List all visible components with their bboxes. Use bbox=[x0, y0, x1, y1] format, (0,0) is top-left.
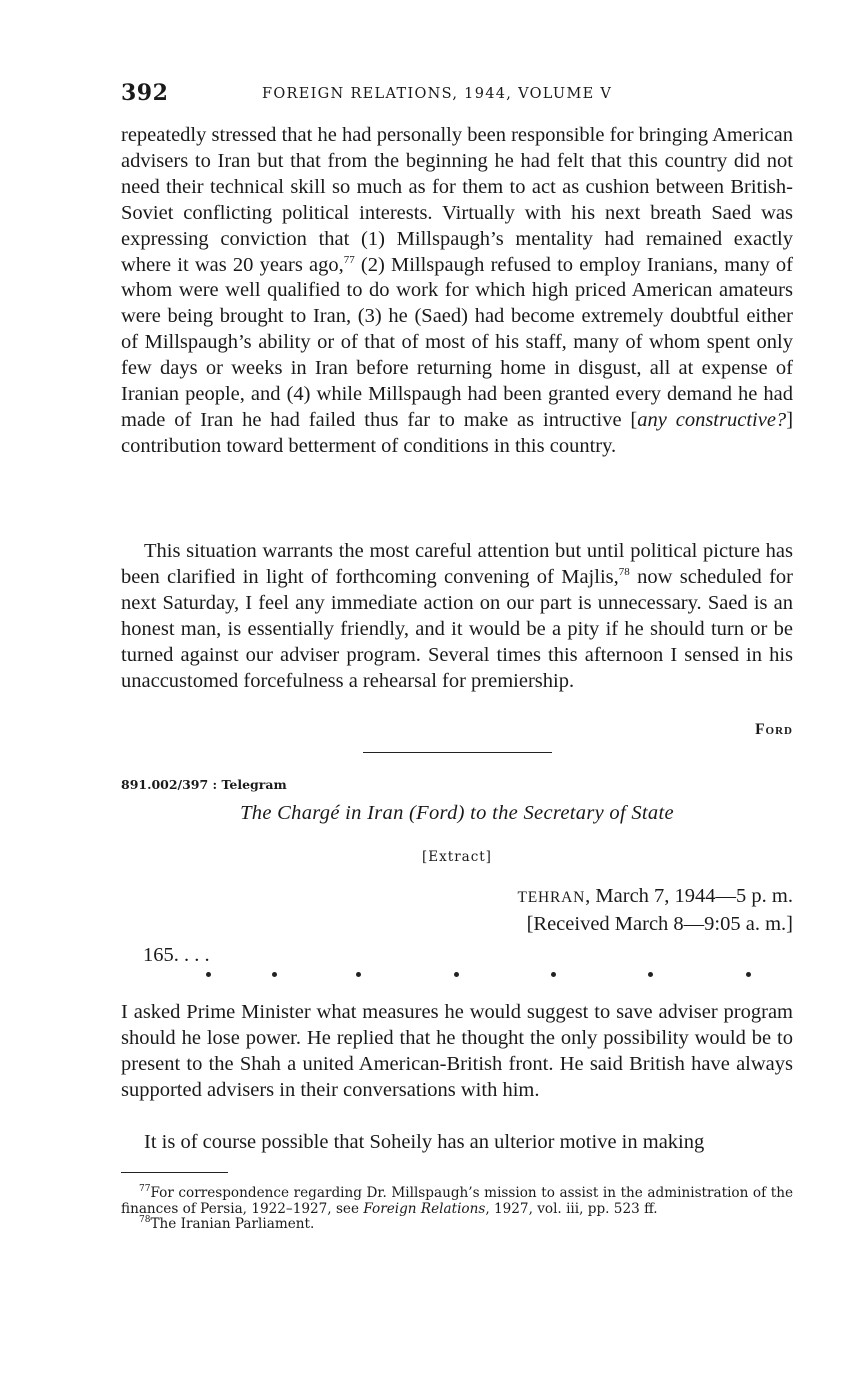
paragraph-situation bbox=[121, 539, 793, 694]
running-title: FOREIGN RELATIONS, 1944, VOLUME V bbox=[262, 86, 613, 102]
ellipsis-dot bbox=[272, 972, 277, 977]
date-received: [Received March 8—9:05 a. m.] bbox=[526, 913, 793, 935]
paragraph-text: This situation warrants the most careful attention but until political picture has been clarified in light of forthcoming convening of Majlis, bbox=[121, 540, 793, 588]
ellipsis-dot bbox=[454, 972, 459, 977]
footnote-ref-78[interactable]: 78 bbox=[618, 565, 630, 578]
dateline bbox=[518, 883, 793, 938]
extract-note: [Extract] bbox=[422, 849, 492, 865]
footnote-77: $^{77}$For correspondence regarding Dr. Millspaugh’s mission to assist in the administration of the finances of Persia, 1922–1927, see Foreign Relations, 1927, vol. iii, pp. 523 ff. bbox=[121, 1184, 793, 1217]
section-divider bbox=[363, 752, 552, 753]
date-sent bbox=[518, 883, 793, 911]
page-number: 392 bbox=[121, 80, 169, 106]
ellipsis-dot bbox=[356, 972, 361, 977]
ellipsis-dot bbox=[648, 972, 653, 977]
document-title: The Chargé in Iran (Ford) to the Secretary of State bbox=[240, 802, 674, 824]
footnote-78: $^{78}$The Iranian Parliament. bbox=[139, 1215, 315, 1232]
paragraph-soheily bbox=[121, 1130, 793, 1156]
paragraph-text: repeatedly stressed that he had personally been responsible for bringing American advisers to Iran but that from the beginning he had felt that this country did not need their technical skill so much as for them to act as cushion between British-Soviet conflicting political interests. Virtually with his next breath Saed was expressing conviction that (1) Millspaugh’s mentality had remained exactly where it was 20 years ago, bbox=[121, 124, 793, 276]
telegram-number: 165. . . . bbox=[143, 944, 210, 966]
footnote-ref-77[interactable]: 77 bbox=[343, 253, 355, 266]
footnotes bbox=[121, 1186, 793, 1233]
footnote-mark: 77 bbox=[139, 1184, 151, 1194]
paragraph-text: I asked Prime Minister what measures he would suggest to save adviser program should he lose power. He replied that he thought the only possibility would be to present to the Shah a united American-British front. He said British have always supported advisers in their conversations with him. bbox=[121, 1001, 793, 1101]
date-text: , March 7, 1944—5 p. m. bbox=[585, 885, 793, 907]
paragraph-saed-conversation bbox=[121, 123, 793, 460]
ellipsis-dots bbox=[121, 972, 793, 992]
place-name: TEHRAN bbox=[517, 889, 586, 906]
paragraph-text: (2) Millspaugh refused to employ Iranians, many of whom were well qualified to do work for which high priced American amateurs were being brought to Iran, (3) he (Saed) had become extremely doubtful either of Millspaugh’s ability or of that of most of his staff, many of whom spent only few days or weeks in Iran before returning home in disgust, all at expense of Iranian people, and (4) while Millspaugh had been granted every demand he had made of Iran he had failed thus far to make as intructive [ bbox=[121, 253, 793, 431]
ellipsis-dot bbox=[206, 972, 211, 977]
footnote-mark: 78 bbox=[139, 1215, 151, 1225]
paragraph-text: ] contribution toward betterment of conditions in this country. bbox=[121, 408, 794, 457]
paragraph-text: now scheduled for next Saturday, I feel any immediate action on our part is unnecessary. Saed is an honest man, is essentially friendly, and it would be a pity if he should turn or be turned against our adviser program. Several times this afternoon I sensed in his unaccustomed forcefulness a rehearsal for premiership. bbox=[121, 565, 793, 692]
citation-title: Foreign Relations bbox=[363, 1200, 486, 1217]
editorial-insertion: any constructive? bbox=[637, 408, 787, 431]
footnote-rule bbox=[121, 1172, 228, 1173]
ellipsis-dot bbox=[746, 972, 751, 977]
running-header bbox=[121, 80, 793, 110]
paragraph-prime-minister bbox=[121, 1000, 793, 1104]
signature: Ford bbox=[755, 721, 793, 738]
paragraph-text: It is of course possible that Soheily has an ulterior motive in making bbox=[144, 1131, 705, 1153]
file-reference: 891.002/397 : Telegram bbox=[121, 777, 287, 792]
ellipsis-dot bbox=[551, 972, 556, 977]
